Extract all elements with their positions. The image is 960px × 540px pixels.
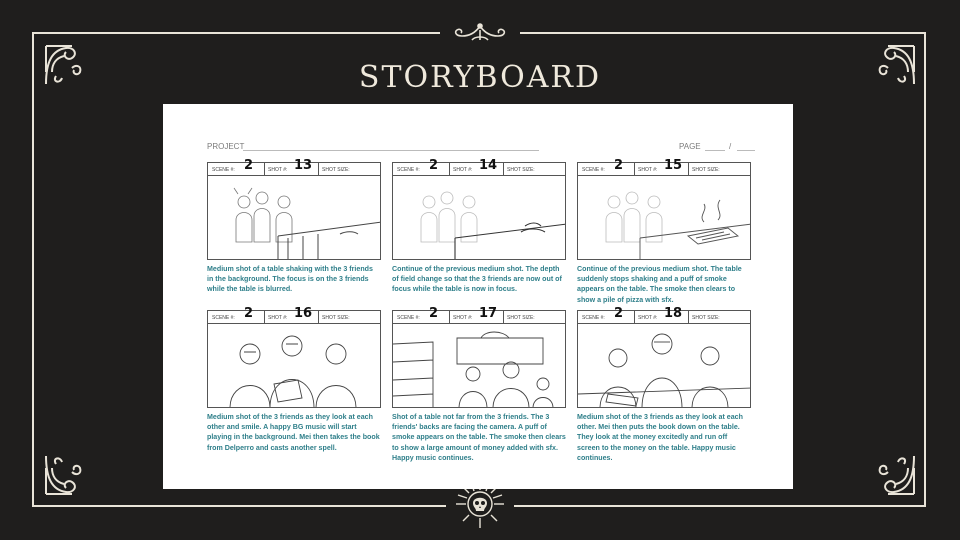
panel-header <box>207 306 381 324</box>
flourish-icon <box>42 452 88 498</box>
scene-label: SCENE #: <box>397 315 420 321</box>
panel-description: Medium shot of the 3 friends as they look at each other and smile. A happy BG music will start playing in the background. Mei then takes the book from Delperro and casts another spell. <box>207 413 380 452</box>
storyboard-sheet <box>163 104 793 489</box>
panel-header <box>577 306 751 324</box>
header-divider <box>318 311 319 323</box>
panel-sketch <box>207 324 381 408</box>
shot-number: 14 <box>479 158 498 173</box>
scroll-ornament-icon <box>448 22 512 46</box>
panel-header <box>207 158 381 176</box>
scene-number: 2 <box>614 158 624 173</box>
flourish-icon <box>872 452 918 498</box>
header-divider <box>688 311 689 323</box>
panel-sketch <box>392 324 566 408</box>
scene-label: SCENE #: <box>582 315 605 321</box>
shot-size-label: SHOT SIZE: <box>507 167 535 173</box>
panel-sketch <box>577 176 751 260</box>
panel-header <box>392 158 566 176</box>
shot-size-label: SHOT SIZE: <box>692 167 720 173</box>
scene-number: 2 <box>244 158 254 173</box>
scene-label: SCENE #: <box>212 315 235 321</box>
slide-title: STORYBOARD <box>358 60 602 95</box>
header-divider <box>503 163 504 175</box>
panel-header <box>577 158 751 176</box>
shot-number: 13 <box>294 158 313 173</box>
shot-size-label: SHOT SIZE: <box>322 315 350 321</box>
scene-number: 2 <box>614 306 624 321</box>
shot-size-label: SHOT SIZE: <box>322 167 350 173</box>
shot-label: SHOT #: <box>268 167 288 173</box>
scene-number: 2 <box>429 306 439 321</box>
panel-sketch <box>577 324 751 408</box>
shot-size-label: SHOT SIZE: <box>692 315 720 321</box>
header-divider <box>449 163 450 175</box>
header-divider <box>318 163 319 175</box>
shot-label: SHOT #: <box>453 167 473 173</box>
header-divider <box>688 163 689 175</box>
scene-number: 2 <box>244 306 254 321</box>
scene-label: SCENE #: <box>582 167 605 173</box>
scene-number: 2 <box>429 158 439 173</box>
header-divider <box>634 163 635 175</box>
panel-sketch <box>392 176 566 260</box>
shot-number: 17 <box>479 306 498 321</box>
shot-number: 16 <box>294 306 313 321</box>
shot-size-label: SHOT SIZE: <box>507 315 535 321</box>
scene-label: SCENE #: <box>397 167 420 173</box>
shot-label: SHOT #: <box>638 167 658 173</box>
page-separator: / <box>729 142 732 151</box>
project-label: PROJECT <box>207 142 245 151</box>
shot-number: 18 <box>664 306 683 321</box>
project-rule <box>243 150 539 151</box>
panel-header <box>392 306 566 324</box>
scene-label: SCENE #: <box>212 167 235 173</box>
panel-description: Continue of the previous medium shot. The depth of field change so that the 3 friends are now out of focus while the table is now in focus. <box>392 265 562 294</box>
panel-sketch <box>207 176 381 260</box>
header-divider <box>449 311 450 323</box>
panel-description: Shot of a table not far from the 3 friends. The 3 friends' backs are facing the camera. A puff of smoke appears on the table. The smoke then clears to show a large amount of money added with sfx. Happy music continues. <box>392 413 566 462</box>
shot-label: SHOT #: <box>453 315 473 321</box>
panel-description: Continue of the previous medium shot. The table suddenly stops shaking and a puff of smoke appears on the table. The smoke then clears to show a pile of pizza with sfx. <box>577 265 742 304</box>
header-divider <box>503 311 504 323</box>
page-label: PAGE <box>679 142 701 151</box>
header-divider <box>264 311 265 323</box>
panel-description: Medium shot of the 3 friends as they look at each other. Mei then puts the book down on the table. They look at the money excitedly and run off screen to the money on the table. Happy music continues. <box>577 413 743 462</box>
shot-number: 15 <box>664 158 683 173</box>
project-header <box>207 142 752 154</box>
page-rule <box>705 150 725 151</box>
page-total-rule <box>737 150 755 151</box>
shot-label: SHOT #: <box>268 315 288 321</box>
panel-description: Medium shot of a table shaking with the 3 friends in the background. The focus is on the 3 friends while the table is blurred. <box>207 265 373 294</box>
header-divider <box>264 163 265 175</box>
shot-label: SHOT #: <box>638 315 658 321</box>
header-divider <box>634 311 635 323</box>
